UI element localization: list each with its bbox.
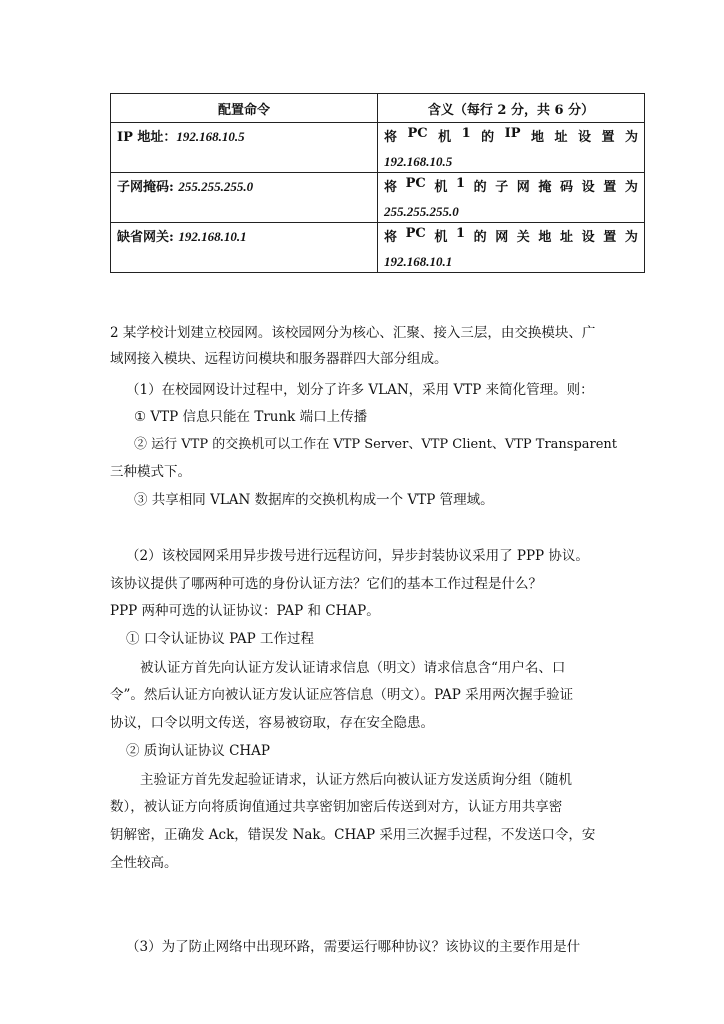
config-label: IP 地址： [117, 130, 177, 145]
meaning-cell [378, 173, 645, 223]
table-header-row [111, 94, 645, 123]
part2-line-3: PPP 两种可选的认证协议：PAP 和 CHAP。 [110, 603, 380, 619]
config-value: 192.168.10.1 [178, 229, 247, 244]
meaning-word: 设 [581, 180, 595, 195]
pap-line-2: 令”。然后认证方向被认证方发认证应答信息（明文）。PAP 采用两次握手验证 [110, 687, 574, 703]
table-row [111, 223, 645, 273]
meaning-word: 设 [577, 130, 591, 145]
meaning-line [384, 223, 638, 245]
chap-line-2: 数），被认证方向将质询值通过共享密钥加密后传送到对方，认证方用共享密 [110, 799, 563, 815]
config-label: 缺省网关: [117, 230, 179, 245]
pap-line-3: 协议，口令以明文传送，容易被窃取，存在安全隐患。 [110, 715, 434, 731]
meaning-word: 置 [601, 130, 615, 145]
meaning-word: 置 [603, 180, 617, 195]
meaning-word: 关 [516, 230, 530, 245]
part1-intro: （1）在校园网设计过程中，划分了许多 VLAN，采用 VTP 来简化管理。则： [126, 382, 594, 398]
meaning-word: 机 [438, 130, 452, 145]
part1-item-1: ① VTP 信息只能在 Trunk 端口上传播 [134, 409, 368, 425]
q2-line-1: 2 某学校计划建立校园网。该校园网分为核心、汇聚、接入三层，由交换模块、广 [110, 325, 596, 341]
part1-item-3: ③ 共享相同 VLAN 数据库的交换机构成一个 VTP 管理域。 [134, 492, 494, 508]
meaning-word: 机 [434, 230, 448, 245]
meaning-word: PC [405, 176, 426, 191]
meaning-word: 1 [455, 176, 465, 191]
meaning-word: 地 [538, 230, 552, 245]
table-row [111, 123, 645, 173]
meaning-word: 址 [560, 230, 574, 245]
config-table [110, 93, 645, 273]
part3-line-1: （3）为了防止网络中出现环路，需要运行哪种协议？该协议的主要作用是什 [126, 939, 581, 955]
chap-line-3: 钥解密，正确发 Ack，错误发 Nak。CHAP 采用三次握手过程，不发送口令，安 [110, 827, 596, 843]
meaning-word: 为 [624, 180, 638, 195]
config-cell [111, 173, 378, 223]
meaning-word: 网 [495, 230, 509, 245]
part2-line-1: （2）该校园网采用异步拨号进行远程访问，异步封装协议采用了 PPP 协议。 [126, 548, 589, 564]
meaning-word: 1 [455, 226, 465, 241]
pap-line-1: 被认证方首先向认证方发认证请求信息（明文）请求信息含“用户名、口 [140, 660, 566, 676]
config-cell [111, 123, 378, 173]
config-cell [111, 223, 378, 273]
meaning-word: 将 [384, 180, 398, 195]
config-value: 192.168.10.5 [176, 129, 245, 144]
chap-line-4: 全性较高。 [110, 855, 178, 871]
meaning-line [384, 173, 638, 195]
meaning-word: 的 [473, 230, 487, 245]
meaning-word: PC [407, 126, 428, 141]
meaning-word: 址 [554, 130, 568, 145]
meaning-word: 置 [603, 230, 617, 245]
part2-line-2: 该协议提供了哪两种可选的身份认证方法？它们的基本工作过程是什么？ [110, 576, 542, 592]
meaning-word: 设 [581, 230, 595, 245]
meaning-value: 192.168.10.5 [384, 154, 453, 169]
chap-title: ② 质询认证协议 CHAP [126, 743, 271, 759]
meaning-word: 码 [560, 180, 574, 195]
header-meaning: 含义（每行 2 分，共 6 分） [378, 94, 645, 123]
part1-item-2-line-1: ② 运行 VTP 的交换机可以工作在 VTP Server、VTP Client、VTP Transparent [134, 437, 618, 452]
meaning-word: 1 [461, 126, 471, 141]
meaning-word: IP [504, 126, 521, 141]
meaning-line [384, 123, 638, 145]
meaning-word: 将 [384, 130, 398, 145]
meaning-value: 192.168.10.1 [384, 254, 453, 269]
meaning-word: 将 [384, 230, 398, 245]
meaning-word: 子 [495, 180, 509, 195]
chap-line-1: 主验证方首先发起验证请求，认证方然后向被认证方发送质询分组（随机 [140, 772, 572, 788]
header-config-command: 配置命令 [111, 94, 378, 123]
q2-line-2: 域网接入模块、远程访问模块和服务器群四大部分组成。 [110, 351, 448, 367]
meaning-word: 网 [516, 180, 530, 195]
part1-item-2-line-2: 三种模式下。 [110, 464, 191, 480]
config-label: 子网掩码: [117, 180, 179, 195]
meaning-word: 的 [473, 180, 487, 195]
meaning-word: PC [405, 226, 426, 241]
meaning-word: 机 [434, 180, 448, 195]
meaning-cell [378, 123, 645, 173]
meaning-word: 地 [530, 130, 544, 145]
table-row [111, 173, 645, 223]
meaning-word: 的 [481, 130, 495, 145]
meaning-word: 为 [624, 130, 638, 145]
meaning-value: 255.255.255.0 [384, 204, 459, 219]
meaning-word: 为 [624, 230, 638, 245]
meaning-word: 掩 [538, 180, 552, 195]
config-value: 255.255.255.0 [178, 179, 254, 194]
meaning-cell [378, 223, 645, 273]
pap-title: ① 口令认证协议 PAP 工作过程 [126, 631, 315, 647]
